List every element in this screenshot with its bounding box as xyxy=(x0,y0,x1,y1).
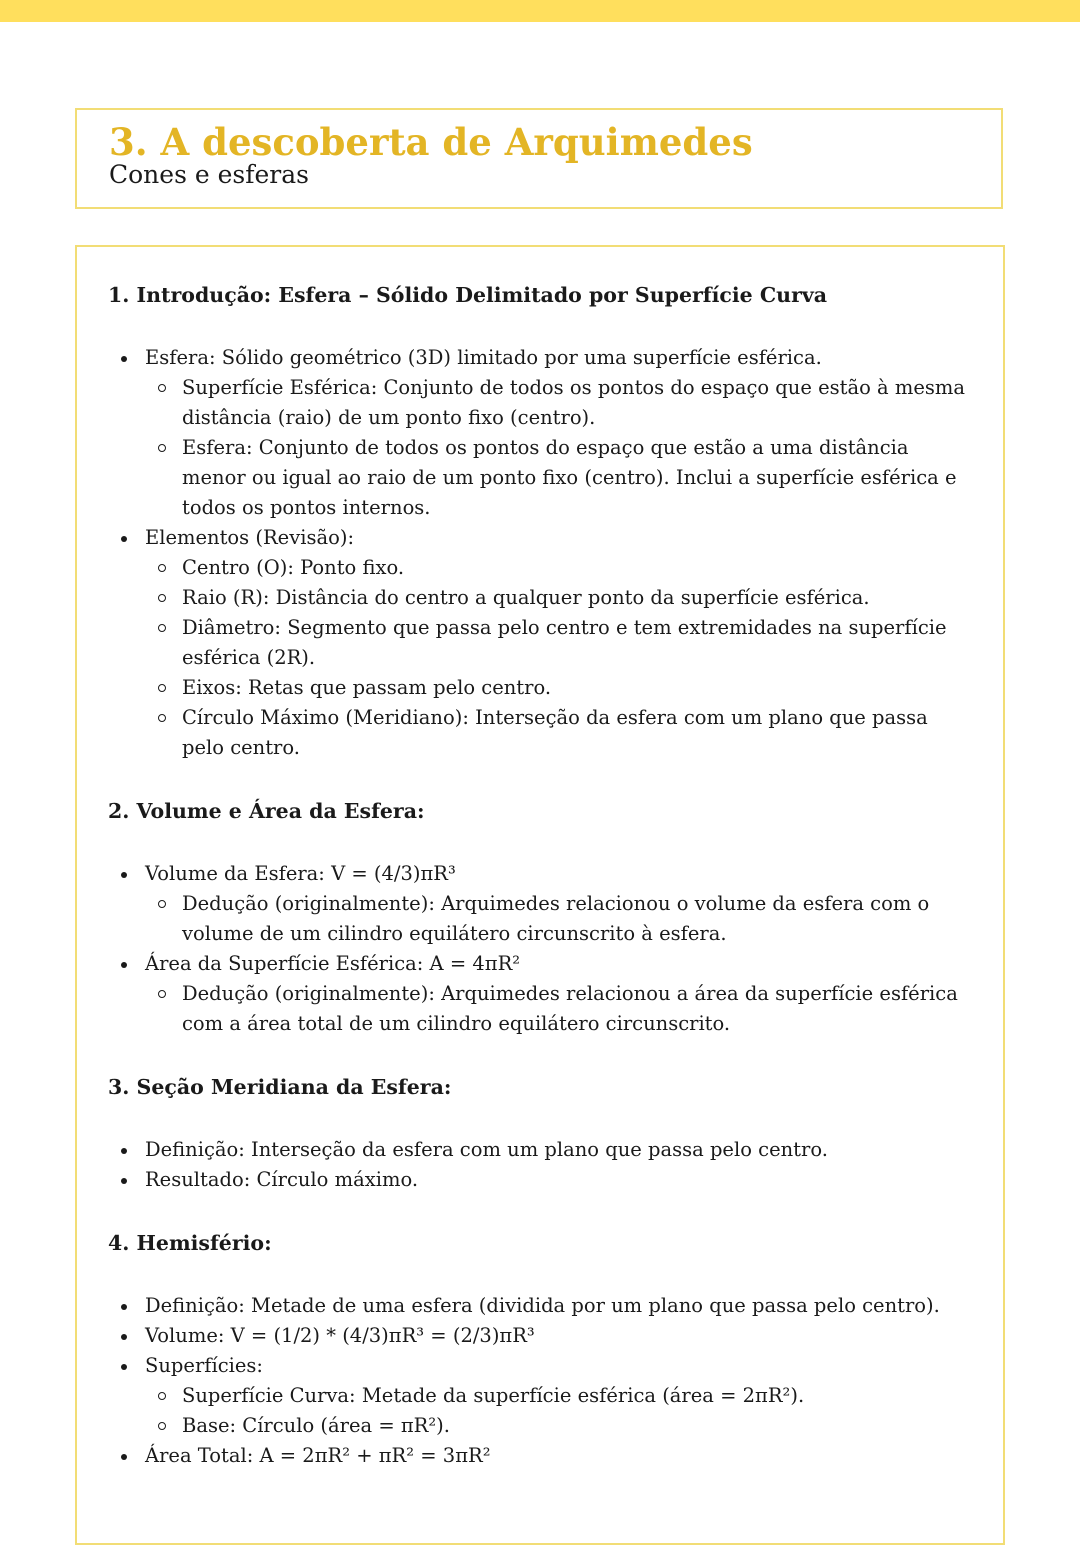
sub-list xyxy=(145,373,973,523)
hollow-bullet-icon xyxy=(158,594,166,602)
sub-list-item xyxy=(145,889,973,949)
list-item-text: Volume: V = (1/2) * (4/3)πR³ = (2/3)πR³ xyxy=(145,1324,535,1347)
sub-list-item-text: Dedução (originalmente): Arquimedes relacionou o volume da esfera com o volume de um cilindro equilátero circunscrito à esfera. xyxy=(182,892,930,945)
sub-list-item xyxy=(145,1411,973,1441)
page-subtitle: Cones e esferas xyxy=(109,160,309,189)
list-item-text: Resultado: Círculo máximo. xyxy=(145,1168,419,1191)
bullet-list xyxy=(108,1135,973,1195)
list-item xyxy=(108,523,973,763)
list-item xyxy=(108,1291,973,1321)
list-item xyxy=(108,343,973,523)
sub-list-item-text: Dedução (originalmente): Arquimedes relacionou a área da superfície esférica com a área total de um cilindro equilátero circunscrito. xyxy=(182,982,958,1035)
page-title: 3. A descoberta de Arquimedes xyxy=(109,120,753,164)
list-item-text: Definição: Interseção da esfera com um plano que passa pelo centro. xyxy=(145,1138,828,1161)
hollow-bullet-icon xyxy=(158,444,166,452)
sub-list xyxy=(145,889,973,949)
bullet-icon xyxy=(121,1364,127,1370)
list-item-text: Área Total: A = 2πR² + πR² = 3πR² xyxy=(145,1444,491,1467)
bullet-icon xyxy=(121,1148,127,1154)
list-item xyxy=(108,949,973,1039)
list-item xyxy=(108,859,973,949)
section-heading: 2. Volume e Área da Esfera: xyxy=(108,799,425,823)
sub-list-item-text: Base: Círculo (área = πR²). xyxy=(182,1414,450,1437)
section-heading: 4. Hemisfério: xyxy=(108,1231,272,1255)
hollow-bullet-icon xyxy=(158,900,166,908)
sub-list-item xyxy=(145,373,973,433)
hollow-bullet-icon xyxy=(158,624,166,632)
hollow-bullet-icon xyxy=(158,990,166,998)
list-item-text: Elementos (Revisão): xyxy=(145,526,355,549)
hollow-bullet-icon xyxy=(158,684,166,692)
list-item-text: Volume da Esfera: V = (4/3)πR³ xyxy=(145,862,456,885)
hollow-bullet-icon xyxy=(158,384,166,392)
sub-list-item-text: Esfera: Conjunto de todos os pontos do espaço que estão a uma distância menor ou igual ao raio de um ponto fixo (centro). Inclui a superfície esférica e todos os pontos internos. xyxy=(182,436,957,519)
list-item xyxy=(108,1351,973,1441)
sub-list-item xyxy=(145,979,973,1039)
sub-list-item xyxy=(145,673,973,703)
sub-list-item xyxy=(145,433,973,523)
sub-list xyxy=(145,979,973,1039)
hollow-bullet-icon xyxy=(158,564,166,572)
bullet-list xyxy=(108,343,973,763)
sub-list xyxy=(145,1381,973,1441)
hollow-bullet-icon xyxy=(158,714,166,722)
bullet-icon xyxy=(121,1334,127,1340)
bullet-icon xyxy=(121,962,127,968)
section-heading: 1. Introdução: Esfera – Sólido Delimitado por Superfície Curva xyxy=(108,283,828,307)
sub-list-item-text: Superfície Curva: Metade da superfície esférica (área = 2πR²). xyxy=(182,1384,805,1407)
hollow-bullet-icon xyxy=(158,1422,166,1430)
hollow-bullet-icon xyxy=(158,1392,166,1400)
bullet-icon xyxy=(121,1454,127,1460)
sub-list-item xyxy=(145,583,973,613)
top-accent-bar xyxy=(0,0,1080,22)
bullet-icon xyxy=(121,872,127,878)
list-item-text: Definição: Metade de uma esfera (dividida por um plano que passa pelo centro). xyxy=(145,1294,940,1317)
sub-list-item-text: Eixos: Retas que passam pelo centro. xyxy=(182,676,552,699)
section-heading: 3. Seção Meridiana da Esfera: xyxy=(108,1075,452,1099)
list-item xyxy=(108,1165,973,1195)
bullet-list xyxy=(108,859,973,1039)
sub-list-item xyxy=(145,1381,973,1411)
list-item xyxy=(108,1441,973,1471)
list-item xyxy=(108,1321,973,1351)
bullet-list xyxy=(108,1291,973,1471)
sub-list-item xyxy=(145,613,973,673)
bullet-icon xyxy=(121,536,127,542)
title-box xyxy=(75,108,1003,209)
bullet-icon xyxy=(121,1304,127,1310)
bullet-icon xyxy=(121,356,127,362)
sub-list-item xyxy=(145,553,973,583)
sub-list-item-text: Círculo Máximo (Meridiano): Interseção da esfera com um plano que passa pelo centro. xyxy=(182,706,928,759)
sub-list-item xyxy=(145,703,973,763)
list-item-text: Área da Superfície Esférica: A = 4πR² xyxy=(145,952,521,975)
content-box xyxy=(75,245,1005,1545)
sub-list-item-text: Superfície Esférica: Conjunto de todos os pontos do espaço que estão à mesma distância (raio) de um ponto fixo (centro). xyxy=(182,376,966,429)
sub-list-item-text: Diâmetro: Segmento que passa pelo centro e tem extremidades na superfície esférica (2R). xyxy=(182,616,947,669)
list-item-text: Superfícies: xyxy=(145,1354,263,1377)
list-item xyxy=(108,1135,973,1165)
bullet-icon xyxy=(121,1178,127,1184)
sub-list xyxy=(145,553,973,763)
list-item-text: Esfera: Sólido geométrico (3D) limitado por uma superfície esférica. xyxy=(145,346,822,369)
sub-list-item-text: Raio (R): Distância do centro a qualquer ponto da superfície esférica. xyxy=(182,586,870,609)
sub-list-item-text: Centro (O): Ponto fixo. xyxy=(182,556,405,579)
